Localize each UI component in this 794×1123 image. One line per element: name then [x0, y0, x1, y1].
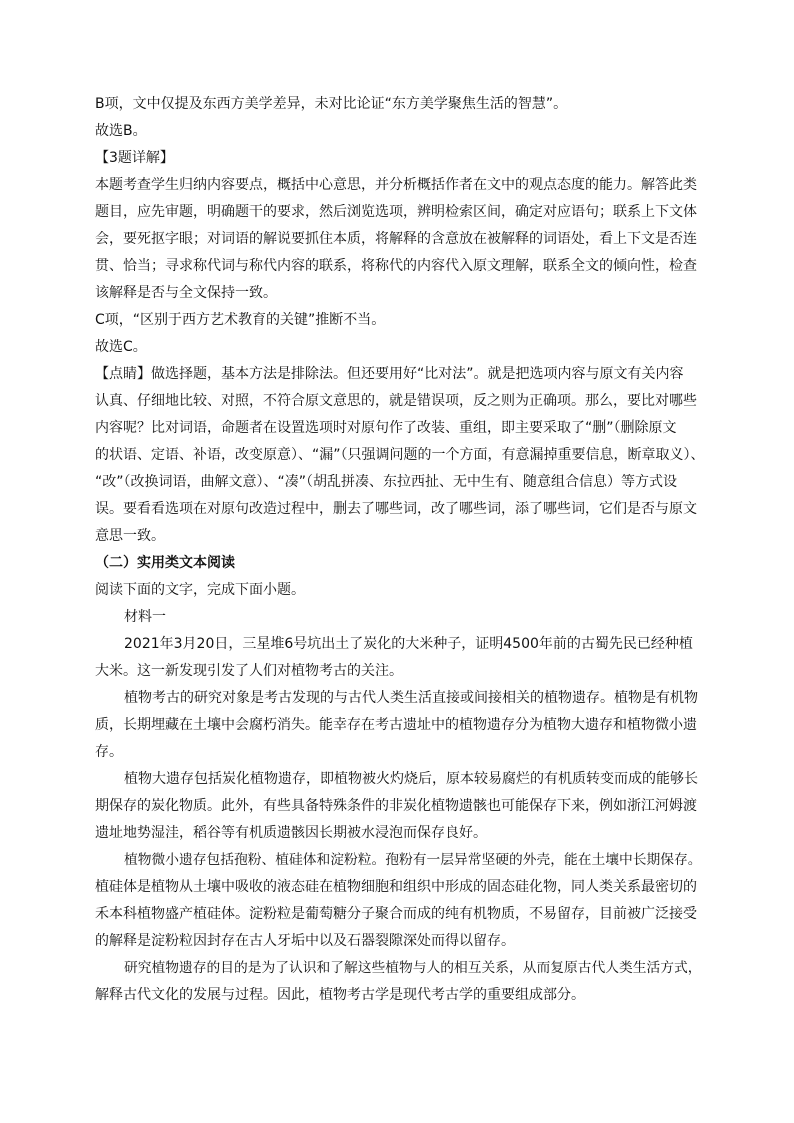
text-line: 故选B。	[95, 123, 147, 139]
text-line: 植物大遗存包括炭化植物遗存，即植物被火灼烧后，原本较易腐烂的有机质转变而成的能够长	[124, 771, 698, 787]
text-line: 会，要死抠字眼；对词语的解说要抓住本质，将解释的含意放在被解释的词语处，看上下文是否连	[95, 231, 697, 247]
text-line: 意思一致。	[95, 528, 165, 544]
section-heading: 【3题详解】	[95, 150, 174, 166]
text-line: 该解释是否与全文保持一致。	[95, 285, 277, 301]
text-line: 贯、恰当；寻求称代词与称代内容的联系，将称代的内容代入原文理解，联系全文的倾向性，检查	[95, 258, 697, 274]
text-line: 研究植物遗存的目的是为了认识和了解这些植物与人的相互关系，从而复原古代人类生活方式，	[124, 960, 702, 976]
text-line: 题目，应先审题，明确题干的要求，然后浏览选项，辨明检索区间，确定对应语句；联系上下文体	[95, 204, 697, 220]
material-label: 材料一	[124, 609, 166, 625]
text-line: 误。要看看选项在对原句改造过程中，删去了哪些词，改了哪些词，添了哪些词，它们是否与原文	[95, 501, 697, 517]
text-line: 遗址地势湿洼，稻谷等有机质遗骸因长期被水浸泡而保存良好。	[95, 825, 487, 841]
document-body	[95, 91, 705, 1009]
text-line: 故选C。	[95, 339, 147, 355]
text-line: “改”（改换词语，曲解文意）、“凑”（胡乱拼凑、东拉西扯、无中生有、随意组合信息）等方式设	[95, 474, 678, 490]
text-line: 2021年3月20日，三星堆6号坑出土了炭化的大米种子，证明4500年前的古蜀先民已经种植	[124, 636, 693, 652]
text-line: 质，长期埋藏在土壤中会腐朽消失。能幸存在考古遗址中的植物遗存分为植物大遗存和植物微小遗	[95, 717, 697, 733]
text-line: 禾本科植物盛产植硅体。淀粉粒是葡萄糖分子聚合而成的纯有机物质，不易留存，目前被广泛接受	[95, 906, 697, 922]
text-line: 植物微小遗存包括孢粉、植硅体和淀粉粒。孢粉有一层异常坚硬的外壳，能在土壤中长期保存。	[124, 852, 702, 868]
text-line: C项，“区别于西方艺术教育的关键”推断不当。	[95, 312, 386, 328]
text-line: 解释古代文化的发展与过程。因此，植物考古学是现代考古学的重要组成部分。	[95, 987, 585, 1003]
text-line: 【点睛】做选择题，基本方法是排除法。但还要用好“比对法”。就是把选项内容与原文有关内容	[95, 366, 684, 382]
text-line: 本题考查学生归纳内容要点，概括中心意思，并分析概括作者在文中的观点态度的能力。解答此类	[95, 177, 697, 193]
text-line: B项，文中仅提及东西方美学差异，未对比论证“东方美学聚焦生活的智慧”。	[95, 96, 568, 112]
text-line: 的解释是淀粉粒因封存在古人牙垢中以及石器裂隙深处而得以留存。	[95, 933, 515, 949]
text-line: 认真、仔细地比较、对照，不符合原文意思的，就是错误项，反之则为正确项。那么，要比对哪些	[95, 393, 697, 409]
text-line: 阅读下面的文字，完成下面小题。	[95, 582, 305, 598]
text-line: 大米。这一新发现引发了人们对植物考古的关注。	[95, 663, 403, 679]
section-heading: （二）实用类文本阅读	[95, 555, 235, 571]
text-line: 植物考古的研究对象是考古发现的与古代人类生活直接或间接相关的植物遗存。植物是有机物	[124, 690, 698, 706]
text-line: 期保存的炭化物质。此外，有些具备特殊条件的非炭化植物遗骸也可能保存下来，例如浙江河姆渡	[95, 798, 697, 814]
text-line: 存。	[95, 744, 123, 760]
text-line: 的状语、定语、补语，改变原意）、“漏”（只强调问题的一个方面，有意漏掉重要信息，断章取义）、	[95, 447, 705, 463]
text-line: 植硅体是植物从土壤中吸收的液态硅在植物细胞和组织中形成的固态硅化物，同人类关系最密切的	[95, 879, 697, 895]
text-line: 内容呢？比对词语，命题者在设置选项时对原句作了改装、重组，即主要采取了“删”（删除原文	[95, 420, 677, 436]
